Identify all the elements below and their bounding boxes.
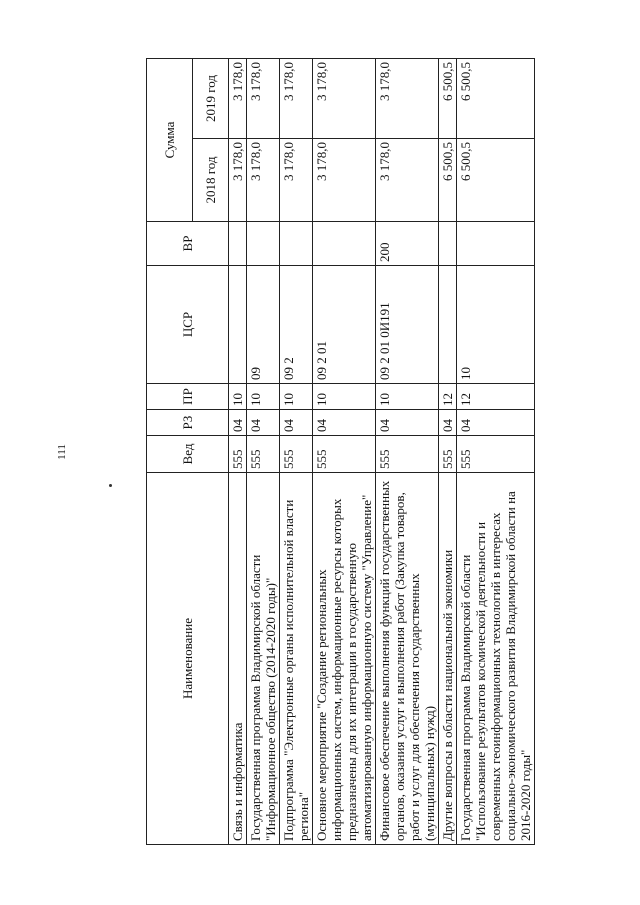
row-vr	[247, 222, 280, 266]
row-sum-2018: 6 500,5	[457, 139, 535, 222]
header-csr: ЦСР	[147, 266, 229, 384]
row-ved: 555	[439, 436, 457, 473]
table-row	[313, 59, 376, 845]
row-rz: 04	[247, 410, 280, 436]
header-2018: 2018 год	[193, 139, 229, 222]
row-pr: 10	[376, 384, 439, 410]
row-vr	[457, 222, 535, 266]
row-sum-2018: 3 178,0	[313, 139, 376, 222]
row-pr: 10	[247, 384, 280, 410]
row-sum-2018: 3 178,0	[376, 139, 439, 222]
row-pr: 10	[313, 384, 376, 410]
header-sum: Сумма	[147, 59, 193, 222]
row-ved: 555	[247, 436, 280, 473]
row-rz: 04	[313, 410, 376, 436]
header-2019: 2019 год	[193, 59, 229, 139]
row-ved: 555	[313, 436, 376, 473]
row-vr	[229, 222, 247, 266]
row-csr	[229, 266, 247, 384]
row-sum-2019: 6 500,5	[457, 59, 535, 139]
row-ved: 555	[229, 436, 247, 473]
row-name: Основное мероприятие "Создание региональных информационных систем, информационные ресурсы которых предназначены для их интеграции в государственную автоматизированную информационную систему "Управление"	[313, 473, 376, 845]
row-sum-2018: 3 178,0	[229, 139, 247, 222]
row-vr: 200	[376, 222, 439, 266]
row-sum-2019: 3 178,0	[280, 59, 313, 139]
row-vr	[313, 222, 376, 266]
header-name: Наименование	[147, 473, 229, 845]
row-ved: 555	[457, 436, 535, 473]
row-rz: 04	[457, 410, 535, 436]
row-pr: 10	[280, 384, 313, 410]
row-sum-2018: 6 500,5	[439, 139, 457, 222]
row-csr	[439, 266, 457, 384]
row-ved: 555	[376, 436, 439, 473]
row-name: Подпрограмма "Электронные органы исполнительной власти региона"	[280, 473, 313, 845]
row-name: Другие вопросы в области национальной экономики	[439, 473, 457, 845]
budget-table	[146, 58, 535, 845]
table-row	[247, 59, 280, 845]
row-sum-2019: 3 178,0	[313, 59, 376, 139]
header-vr: ВР	[147, 222, 229, 266]
row-csr: 09 2 01 0И191	[376, 266, 439, 384]
header-pr: ПР	[147, 384, 229, 410]
row-pr: 12	[439, 384, 457, 410]
row-rz: 04	[229, 410, 247, 436]
row-name: Государственная программа Владимирской области "Информационное общество (2014-2020 годы)"	[247, 473, 280, 845]
row-vr	[280, 222, 313, 266]
row-ved: 555	[280, 436, 313, 473]
row-rz: 04	[280, 410, 313, 436]
row-rz: 04	[376, 410, 439, 436]
row-csr: 09 2	[280, 266, 313, 384]
row-pr: 12	[457, 384, 535, 410]
row-name: Связь и информатика	[229, 473, 247, 845]
row-csr: 09	[247, 266, 280, 384]
row-csr: 10	[457, 266, 535, 384]
row-sum-2018: 3 178,0	[247, 139, 280, 222]
row-pr: 10	[229, 384, 247, 410]
table-row	[457, 59, 535, 845]
row-name: Финансовое обеспечение выполнения функций государственных органов, оказания услуг и выполнения работ (Закупка товаров, работ и услуг для обеспечения государственных (муниципальных) нужд)	[376, 473, 439, 845]
row-sum-2019: 3 178,0	[229, 59, 247, 139]
header-ved: Вед	[147, 436, 229, 473]
row-sum-2019: 3 178,0	[376, 59, 439, 139]
table-row	[280, 59, 313, 845]
row-vr	[439, 222, 457, 266]
table-row	[376, 59, 439, 845]
page-number: 111	[56, 444, 68, 460]
row-rz: 04	[439, 410, 457, 436]
row-sum-2018: 3 178,0	[280, 139, 313, 222]
row-name: Государственная программа Владимирской области "Использование результатов космической деятельности и современных геоинформационных технологий в интересах социально-экономического развития Владимирской области на 2016-2020 годы"	[457, 473, 535, 845]
table-row	[229, 59, 247, 845]
row-csr: 09 2 01	[313, 266, 376, 384]
header-rz: РЗ	[147, 410, 229, 436]
row-sum-2019: 6 500,5	[439, 59, 457, 139]
row-sum-2019: 3 178,0	[247, 59, 280, 139]
table-row	[439, 59, 457, 845]
